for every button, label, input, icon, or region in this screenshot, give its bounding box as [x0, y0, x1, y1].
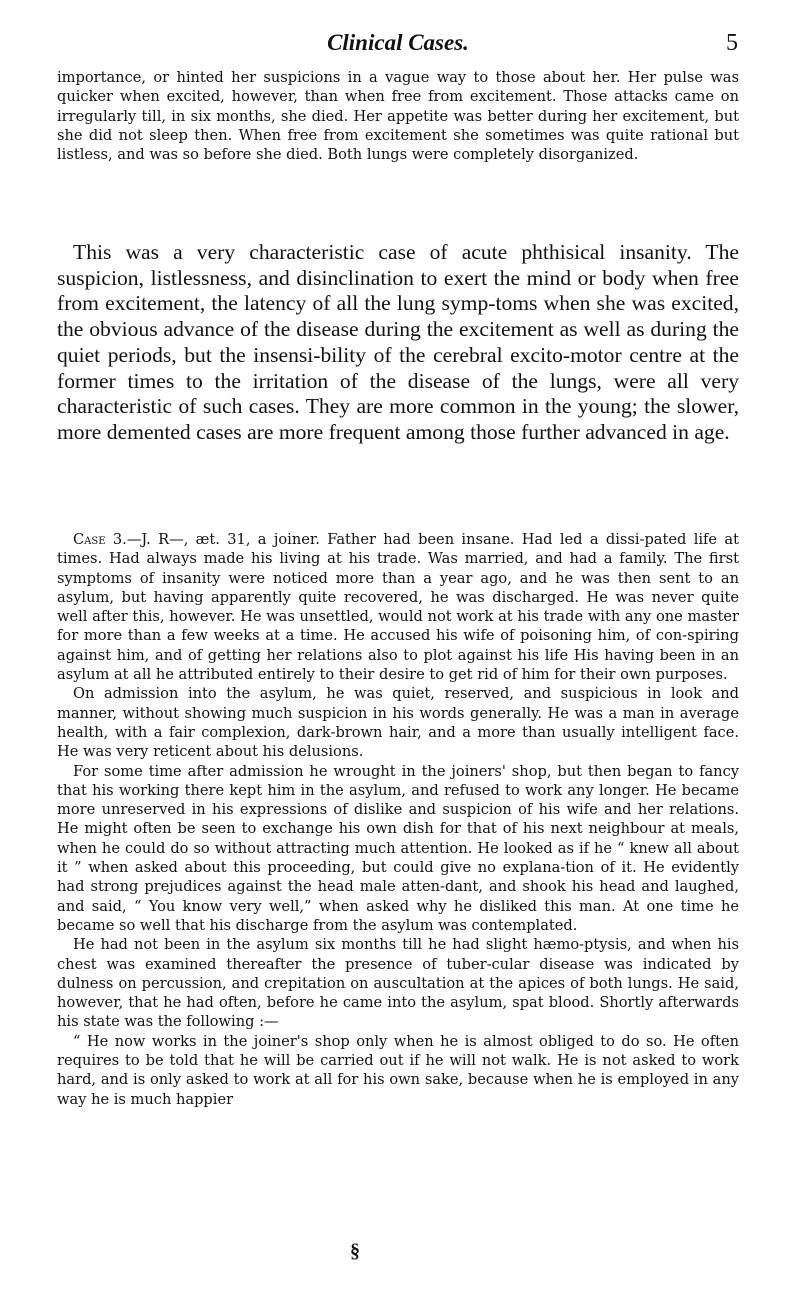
text-block-case-3	[57, 530, 739, 1109]
page-header	[58, 30, 738, 60]
text-block-commentary	[57, 240, 739, 446]
paragraph-case-3-intro	[57, 530, 739, 684]
text-block-case-2-end	[57, 68, 739, 164]
page-number: 5	[726, 30, 738, 56]
paragraph-admission: On admission into the asylum, he was quiet, reserved, and suspicious in look and manner, without showing much suspicion in his words generally. He was a man in average health, with a fair complexion, dark-brown hair, and a more than usually intelligent face. He was very reticent about his delusions.	[57, 685, 739, 761]
paragraph-commentary: This was a very characteristic case of acute phthisical insanity. The suspicion, listlessness, and disinclination to exert the mind or body when free from excitement, the latency of all the lung symp-toms when she was excited, the obvious advance of the disease during the excitement as well as during the quiet periods, but the insensi-bility of the cerebral excito-motor centre at the former times to the irritation of the disease of the lungs, were all very characteristic of such cases. They are more common in the young; the slower, more demented cases are more frequent among those further advanced in age.	[57, 240, 739, 444]
case-heading: Case 3.	[73, 531, 127, 548]
paragraph-haemoptysis: He had not been in the asylum six months till he had slight hæmo-ptysis, and when his chest was examined thereafter the presence of tuber-cular disease was indicated by dulness on percussion, and crepitation on auscultation at the apices of both lungs. He said, however, that he had often, before he came into the asylum, spat blood. Shortly afterwards his state was the following :—	[57, 936, 739, 1031]
running-title: Clinical Cases.	[327, 30, 469, 55]
signature-mark: §	[350, 1240, 360, 1262]
paragraph-quotation: “ He now works in the joiner's shop only when he is almost obliged to do so. He often requires to be told that he will be carried out if he will not walk. He is not asked to work hard, and is only asked to work at all for his own sake, because when he is employed in any way he is much happier	[57, 1032, 739, 1108]
paragraph-case-2-conclusion: importance, or hinted her suspicions in a vague way to those about her. Her pulse was quicker when excited, however, than when free from excitement. Those attacks came on irregularly till, in six months, she died. Her appetite was better during her excitement, but she did not sleep then. When free from excitement she sometimes was quite rational but listless, and was so before she died. Both lungs were completely disorganized.	[57, 69, 739, 164]
case-3-history: —J. R—, æt. 31, a joiner. Father had been insane. Had led a dissi-pated life at times. Had always made his living at his trade. Was married, and had a family. The first symptoms of insanity were noticed more than a year ago, and he was then sent to an asylum, but having apparently quite recovered, he was discharged. He was never quite well after this, however. He was unsettled, would not work at his trade with any one master for more than a few weeks at a time. He accused his wife of poisoning him, of con-spiring against him, and of getting her relations also to plot against his life His having been in an asylum at all he attributed entirely to their desire to get rid of him for their own purposes.	[57, 531, 739, 684]
paragraph-behaviour: For some time after admission he wrought in the joiners' shop, but then began to fancy that his working there kept him in the asylum, and refused to work any longer. He became more unreserved in his expressions of dislike and suspicion of his wife and her relations. He might often be seen to exchange his own dish for that of his next neighbour at meals, when he could do so without attracting much attention. He looked as if he “ knew all about it ” when asked about this proceeding, but could give no explana-tion of it. He evidently had strong prejudices against the head male atten-dant, and shook his head and laughed, and said, “ You know very well,” when asked why he disliked this man. At one time he became so well that his discharge from the asylum was contemplated.	[57, 762, 739, 934]
